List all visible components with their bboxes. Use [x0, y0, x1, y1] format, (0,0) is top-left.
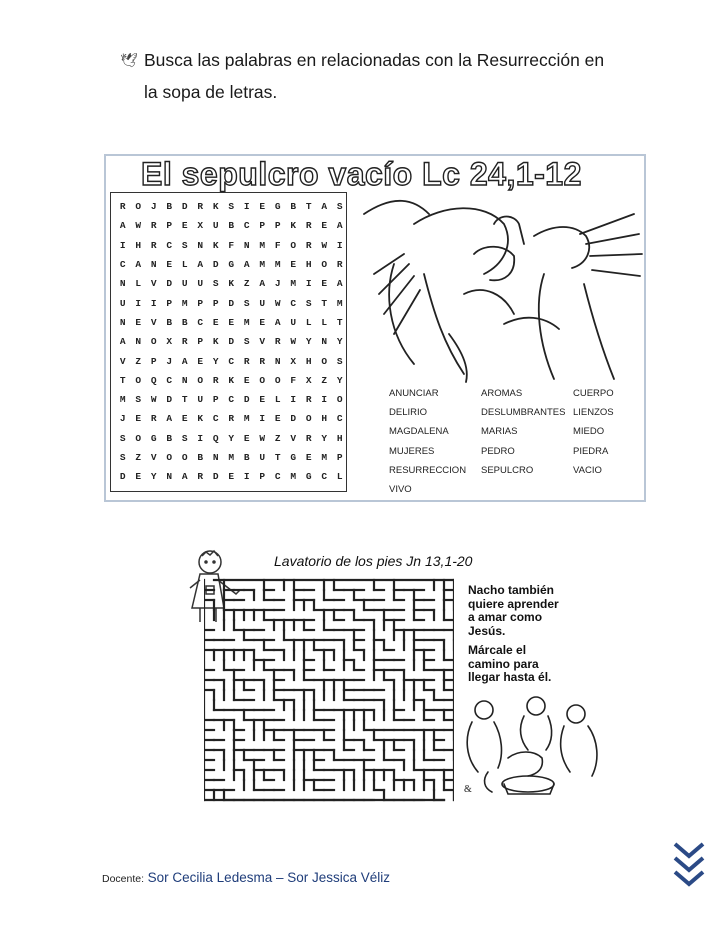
foot-washing-illustration	[458, 688, 608, 800]
grid-letter: D	[243, 394, 250, 406]
grid-letter: R	[150, 239, 157, 251]
word-list-item: PEDRO	[481, 445, 515, 457]
grid-letter: Y	[150, 471, 157, 483]
grid-letter: B	[290, 201, 297, 213]
grid-letter: G	[290, 452, 297, 463]
grid-row	[115, 371, 348, 390]
grid-letter: O	[135, 201, 142, 213]
grid-row	[115, 313, 348, 332]
grid-row	[115, 216, 348, 235]
dove-icon: 🕊	[120, 52, 138, 68]
grid-letter: W	[135, 220, 142, 232]
grid-letter: C	[321, 471, 328, 483]
grid-letter: D	[228, 297, 235, 309]
grid-letter: D	[119, 471, 126, 483]
grid-letter: P	[259, 471, 266, 483]
grid-letter: L	[181, 259, 188, 271]
footer-label: Docente:	[102, 873, 145, 885]
grid-letter: F	[290, 374, 297, 386]
grid-letter: T	[181, 394, 188, 406]
grid-letter: S	[181, 239, 188, 251]
grid-letter: D	[212, 259, 219, 271]
grid-letter: T	[119, 374, 126, 386]
grid-letter: Q	[212, 432, 219, 444]
grid-letter: G	[274, 201, 281, 213]
grid-row	[115, 274, 348, 293]
grid-letter: D	[212, 471, 219, 483]
grid-letter: L	[274, 394, 281, 406]
word-list-row	[389, 422, 665, 441]
word-list-row	[389, 442, 665, 461]
grid-letter: C	[212, 413, 219, 425]
grid-letter: U	[212, 220, 219, 232]
grid-letter: S	[212, 278, 219, 290]
letter-grid-box	[110, 192, 347, 492]
grid-letter: S	[336, 355, 343, 367]
word-list-row	[389, 403, 665, 422]
grid-letter: U	[259, 452, 266, 463]
grid-letter: N	[197, 239, 204, 251]
grid-letter: E	[135, 471, 142, 483]
grid-letter: M	[290, 471, 297, 483]
grid-letter: W	[274, 297, 281, 309]
instruction-line-1: Busca las palabras en relacionadas con la Resurrección en	[144, 50, 605, 70]
grid-letter: E	[321, 220, 328, 232]
word-list-item: MUJERES	[389, 445, 435, 457]
grid-letter: R	[305, 239, 312, 251]
word-list-item: VACIO	[573, 464, 602, 476]
grid-letter: U	[259, 297, 266, 309]
grid-letter: A	[336, 278, 343, 290]
grid-letter: E	[259, 201, 266, 213]
grid-letter: R	[305, 220, 312, 232]
word-list-row	[389, 384, 665, 403]
grid-row	[115, 293, 348, 312]
maze-text-line: llegar hasta él.	[468, 670, 552, 684]
grid-letter: K	[212, 201, 219, 213]
grid-letter: P	[166, 297, 173, 309]
grid-letter: C	[119, 259, 126, 271]
grid-letter: E	[135, 413, 142, 425]
word-list-item: LIENZOS	[573, 407, 614, 419]
grid-row	[115, 332, 348, 351]
grid-letter: I	[197, 432, 204, 444]
grid-letter: N	[166, 471, 173, 483]
grid-letter: N	[150, 259, 157, 271]
grid-letter: H	[305, 355, 312, 367]
grid-letter: A	[119, 336, 126, 348]
grid-letter: W	[290, 336, 297, 348]
grid-letter: R	[259, 355, 266, 367]
grid-letter: R	[181, 336, 188, 348]
grid-letter: R	[274, 336, 281, 348]
maze-text-line: a amar como	[468, 610, 543, 624]
grid-letter: G	[228, 259, 235, 271]
grid-letter: K	[197, 413, 204, 425]
word-list-item: SEPULCRO	[481, 464, 534, 476]
grid-letter: M	[243, 413, 250, 425]
grid-letter: S	[135, 394, 142, 406]
grid-letter: N	[321, 336, 328, 348]
grid-letter: J	[119, 413, 126, 425]
grid-letter: B	[166, 432, 173, 444]
grid-row	[115, 448, 348, 467]
grid-letter: E	[181, 220, 188, 232]
grid-letter: P	[212, 297, 219, 309]
grid-letter: H	[135, 239, 142, 251]
grid-letter: G	[305, 471, 312, 483]
grid-letter: S	[119, 452, 126, 463]
grid-letter: A	[336, 220, 343, 232]
footer	[102, 870, 390, 885]
grid-letter: J	[150, 201, 157, 213]
grid-letter: I	[243, 201, 250, 213]
grid-letter: R	[228, 413, 235, 425]
grid-letter: S	[228, 201, 235, 213]
maze-instructions	[468, 584, 559, 691]
grid-letter: K	[290, 220, 297, 232]
word-list-item: VIVO	[389, 484, 412, 496]
grid-letter: O	[150, 336, 157, 348]
grid-letter: E	[228, 471, 235, 483]
grid-letter: O	[166, 452, 173, 463]
grid-letter: T	[336, 316, 343, 328]
maze-text-1	[468, 584, 559, 638]
grid-letter: K	[212, 336, 219, 348]
grid-letter: N	[135, 336, 142, 348]
grid-letter: D	[166, 394, 173, 406]
grid-row	[115, 409, 348, 428]
grid-letter: C	[274, 471, 281, 483]
grid-letter: A	[181, 471, 188, 483]
grid-letter: I	[305, 278, 312, 290]
grid-letter: O	[336, 394, 343, 406]
maze	[204, 578, 454, 802]
grid-letter: U	[197, 394, 204, 406]
grid-letter: C	[290, 297, 297, 309]
grid-letter: A	[243, 259, 250, 271]
word-list-item: MIEDO	[573, 426, 605, 438]
grid-row	[115, 467, 348, 486]
grid-letter: D	[290, 413, 297, 425]
word-list-row	[389, 461, 665, 480]
grid-letter: E	[181, 413, 188, 425]
grid-letter: E	[274, 413, 281, 425]
grid-letter: V	[119, 355, 126, 367]
letter-grid	[115, 197, 348, 486]
grid-letter: Y	[212, 355, 219, 367]
footer-teachers: Sor Cecilia Ledesma – Sor Jessica Véliz	[147, 870, 391, 885]
grid-letter: I	[135, 297, 142, 309]
grid-letter: P	[212, 394, 219, 406]
grid-letter: U	[197, 278, 204, 290]
angels-illustration	[354, 184, 644, 384]
grid-letter: N	[181, 374, 188, 386]
grid-letter: N	[212, 452, 219, 463]
grid-letter: A	[166, 413, 173, 425]
grid-letter: E	[305, 452, 312, 463]
grid-letter: A	[259, 278, 266, 290]
grid-letter: B	[166, 316, 173, 328]
grid-letter: Q	[150, 374, 157, 386]
word-list-item: AROMAS	[481, 388, 523, 400]
maze-text-line: Jesús.	[468, 623, 506, 638]
grid-letter: U	[119, 297, 126, 309]
grid-letter: U	[290, 316, 297, 328]
word-list-item: CUERPO	[573, 388, 614, 400]
grid-letter: R	[197, 201, 204, 213]
grid-letter: E	[259, 316, 266, 328]
grid-letter: X	[197, 220, 204, 232]
grid-letter: N	[119, 278, 126, 290]
grid-letter: T	[321, 297, 328, 309]
grid-letter: G	[150, 432, 157, 444]
word-list-item: MARIAS	[481, 426, 518, 438]
grid-letter: O	[135, 374, 142, 386]
grid-letter: E	[228, 316, 235, 328]
svg-text:&: &	[464, 784, 472, 795]
grid-letter: C	[197, 316, 204, 328]
grid-letter: E	[290, 259, 297, 271]
grid-letter: O	[305, 413, 312, 425]
grid-letter: X	[290, 355, 297, 367]
grid-letter: C	[166, 374, 173, 386]
grid-letter: E	[197, 355, 204, 367]
grid-letter: R	[119, 201, 126, 213]
maze-text-line: camino para	[468, 656, 539, 671]
grid-letter: Z	[274, 432, 281, 444]
grid-letter: M	[119, 394, 126, 406]
grid-letter: L	[336, 471, 343, 483]
grid-letter: P	[150, 355, 157, 367]
grid-letter: Z	[243, 278, 250, 290]
grid-letter: D	[181, 201, 188, 213]
grid-letter: P	[197, 297, 204, 309]
grid-letter: M	[259, 239, 266, 251]
grid-row	[115, 255, 348, 274]
grid-letter: R	[212, 374, 219, 386]
grid-letter: O	[290, 239, 297, 251]
maze-text-line: Nacho también	[468, 583, 555, 597]
grid-letter: O	[274, 374, 281, 386]
grid-letter: J	[274, 278, 281, 290]
grid-letter: F	[274, 239, 281, 251]
grid-letter: O	[181, 452, 188, 463]
grid-letter: E	[135, 316, 142, 328]
word-list-item: RESURRECCION	[389, 464, 467, 476]
grid-letter: D	[166, 278, 173, 290]
grid-letter: M	[274, 259, 281, 271]
grid-letter: B	[228, 220, 235, 232]
grid-letter: A	[197, 259, 204, 271]
grid-letter: F	[228, 239, 235, 251]
grid-letter: S	[243, 297, 250, 309]
grid-letter: M	[243, 316, 250, 328]
chevron-down-icon[interactable]	[672, 838, 706, 888]
grid-row	[115, 351, 348, 370]
grid-letter: J	[166, 355, 173, 367]
grid-letter: B	[243, 452, 250, 463]
grid-letter: K	[228, 278, 235, 290]
grid-letter: B	[197, 452, 204, 463]
grid-letter: N	[243, 239, 250, 251]
grid-letter: Y	[228, 432, 235, 444]
grid-letter: M	[181, 297, 188, 309]
grid-letter: N	[119, 316, 126, 328]
word-list-item: PIEDRA	[573, 445, 609, 457]
grid-letter: Y	[336, 374, 343, 386]
grid-letter: V	[259, 336, 266, 348]
grid-letter: O	[135, 432, 142, 444]
grid-letter: W	[259, 432, 266, 444]
maze-title: Lavatorio de los pies Jn 13,1-20	[274, 553, 473, 569]
grid-letter: X	[166, 336, 173, 348]
grid-letter: C	[228, 355, 235, 367]
grid-letter: R	[150, 413, 157, 425]
grid-letter: H	[321, 413, 328, 425]
grid-letter: P	[197, 336, 204, 348]
grid-letter: O	[321, 259, 328, 271]
grid-row	[115, 236, 348, 255]
grid-letter: P	[166, 220, 173, 232]
grid-letter: Z	[135, 355, 142, 367]
grid-letter: M	[259, 259, 266, 271]
grid-letter: S	[119, 432, 126, 444]
grid-letter: I	[321, 394, 328, 406]
grid-letter: C	[228, 394, 235, 406]
grid-letter: M	[321, 452, 328, 463]
grid-letter: S	[336, 201, 343, 213]
grid-letter: V	[150, 278, 157, 290]
grid-letter: P	[274, 220, 281, 232]
grid-letter: O	[259, 374, 266, 386]
grid-letter: M	[228, 452, 235, 463]
grid-letter: A	[181, 355, 188, 367]
grid-letter: R	[336, 259, 343, 271]
grid-letter: P	[259, 220, 266, 232]
grid-letter: A	[135, 259, 142, 271]
grid-letter: E	[166, 259, 173, 271]
instruction	[122, 44, 682, 108]
grid-row	[115, 429, 348, 448]
grid-letter: A	[321, 201, 328, 213]
grid-letter: I	[243, 471, 250, 483]
grid-letter: H	[336, 432, 343, 444]
grid-letter: D	[228, 336, 235, 348]
maze-text-2	[468, 644, 559, 685]
grid-letter: V	[150, 452, 157, 463]
grid-letter: E	[321, 278, 328, 290]
grid-letter: X	[305, 374, 312, 386]
maze-text-line: Márcale el	[468, 643, 527, 657]
grid-letter: L	[321, 316, 328, 328]
grid-letter: P	[336, 452, 343, 463]
grid-letter: E	[212, 316, 219, 328]
grid-letter: I	[259, 413, 266, 425]
grid-letter: H	[305, 259, 312, 271]
grid-letter: L	[135, 278, 142, 290]
grid-letter: C	[243, 220, 250, 232]
grid-letter: Y	[305, 336, 312, 348]
grid-letter: O	[321, 355, 328, 367]
grid-letter: M	[290, 278, 297, 290]
instruction-line-2: la sopa de letras.	[144, 82, 278, 102]
word-list	[389, 384, 665, 499]
grid-letter: E	[243, 374, 250, 386]
wordsearch-panel	[104, 154, 646, 502]
grid-letter: I	[336, 239, 343, 251]
word-list-item: MAGDALENA	[389, 426, 449, 438]
grid-letter: V	[150, 316, 157, 328]
grid-row	[115, 390, 348, 409]
grid-letter: U	[181, 278, 188, 290]
grid-letter: R	[305, 432, 312, 444]
grid-letter: A	[274, 316, 281, 328]
grid-letter: S	[305, 297, 312, 309]
grid-letter: R	[243, 355, 250, 367]
grid-letter: I	[150, 297, 157, 309]
maze-text-line: quiere aprender	[468, 596, 559, 611]
grid-letter: L	[305, 316, 312, 328]
grid-letter: A	[119, 220, 126, 232]
grid-letter: K	[212, 239, 219, 251]
grid-letter: T	[274, 452, 281, 463]
grid-letter: E	[259, 394, 266, 406]
grid-letter: T	[305, 201, 312, 213]
grid-letter: R	[197, 471, 204, 483]
grid-letter: S	[243, 336, 250, 348]
grid-letter: W	[321, 239, 328, 251]
grid-letter: C	[336, 413, 343, 425]
grid-letter: R	[150, 220, 157, 232]
grid-letter: I	[119, 239, 126, 251]
grid-letter: R	[305, 394, 312, 406]
grid-letter: Y	[336, 336, 343, 348]
grid-letter: Y	[321, 432, 328, 444]
grid-letter: M	[336, 297, 343, 309]
word-list-item: DESLUMBRANTES	[481, 407, 566, 419]
grid-letter: Z	[321, 374, 328, 386]
word-list-item: ANUNCIAR	[389, 388, 439, 400]
grid-letter: B	[166, 201, 173, 213]
grid-letter: I	[290, 394, 297, 406]
wordsearch-title: El sepulcro vacío Lc 24,1-12	[141, 156, 582, 192]
grid-letter: B	[181, 316, 188, 328]
grid-letter: Z	[135, 452, 142, 463]
grid-letter: O	[197, 374, 204, 386]
word-list-item: DELIRIO	[389, 407, 428, 419]
grid-letter: S	[181, 432, 188, 444]
grid-letter: V	[290, 432, 297, 444]
word-list-row	[389, 480, 665, 499]
grid-letter: N	[274, 355, 281, 367]
grid-letter: E	[243, 432, 250, 444]
grid-letter: K	[228, 374, 235, 386]
grid-letter: C	[166, 239, 173, 251]
grid-letter: W	[150, 394, 157, 406]
grid-row	[115, 197, 348, 216]
